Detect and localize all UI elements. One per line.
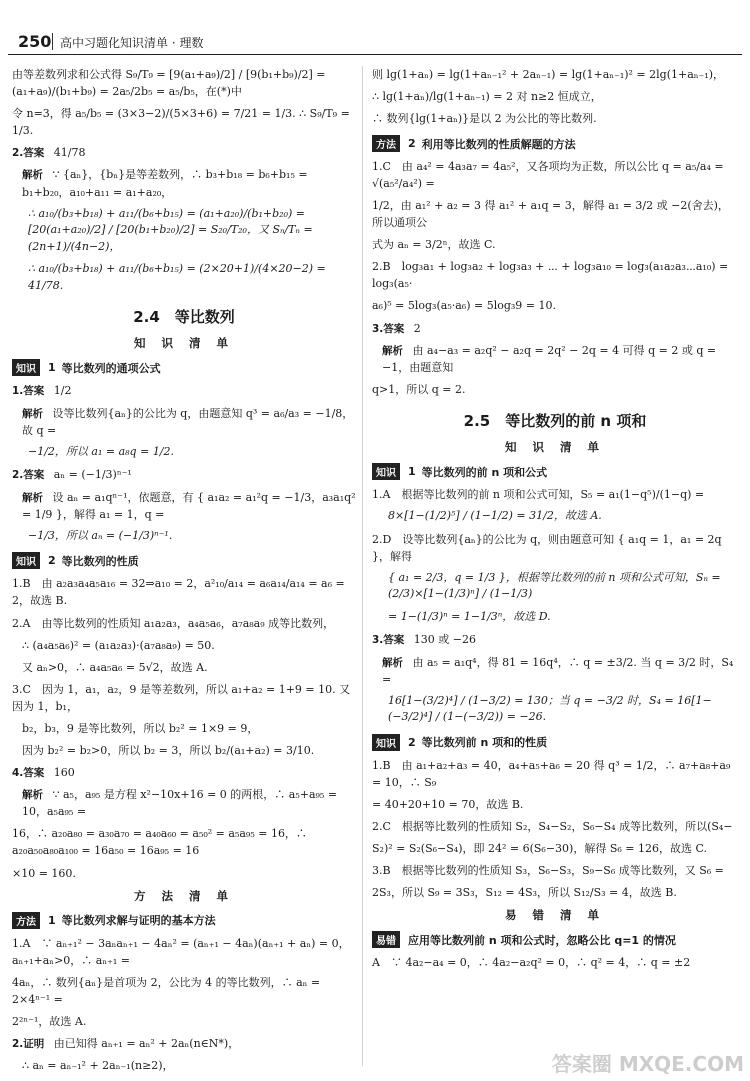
ff2-q1-b: 1/2，由 a₁² + a₂ = 3 得 a₁² + a₁q = 3，解得 a₁ = 3/2 或 −2(舍去)，所以通项公 [372,199,729,230]
k1-q1-jx-label: 解析 [22,407,43,420]
rk1-q2-b: { a₁ = 2/3，q = 1/3 }，根据等比数列的前 n 项和公式可知，Sₙ = (2/3)×[1−(1/3)ⁿ] / (1−1/3) [388,570,721,601]
ff1-q1-b: 4aₙ，∴ 数列{aₙ}是首项为 2，公比为 4 的等比数列，∴ aₙ = 2×4ⁿ⁻¹ = [12,975,321,1006]
header-divider [52,33,53,50]
rk2-q2-b: S₂)² = S₂(S₆−S₄)，即 24² = 6(S₆−30)，解得 S₆ = 126，故选 C. [372,842,708,856]
k2-q3-b: b₂，b₃，9 是等比数列，所以 b₂² = 1×9 = 9， [22,721,259,735]
k2-q4-jx-2: 16，∴ a₂₀a₈₀ = a₃₀a₇₀ = a₄₀a₆₀ = a₅₀² = a₅a₉₅ = 16，∴ a₂₀a₅₀a₈₀a₁₀₀ = 16a₅₀ = 16a₉₅ = 16 [12,827,307,858]
tag-knowledge-2 [12,552,356,569]
q2-jx-2: ∴ a₁₀/(b₃+b₁₈) + a₁₁/(b₆+b₁₅) = (a₁+a₂₀)/(b₁+b₂₀) = [20(a₁+a₂₀)/2] / [20(b₁+b₂₀)/2] = S₂₀/T₂₀，又 Sₙ/Tₙ = (2n+1)/(4n−2)， [28,206,313,253]
q2-analysis [12,166,356,200]
tag-method-number: 1 [48,913,56,927]
fangfa-qingdan-title: 方 法 清 单 [133,888,234,903]
rk1-q2-a: 2.D 设等比数列{aₙ}的公比为 q，则由题意可知 { a₁q = 1，a₁ = 2q }，解得 [372,532,722,563]
ff2-q2-b: a₆)⁵ = 5log₃(a₅·a₆) = 5log₃9 = 10. [372,299,556,313]
rk1-q1-a: 1.A 根据等比数列的前 n 项和公式可知，S₅ = a₁(1−q⁵)/(1−q) = [372,488,705,502]
q2-answer-line [12,144,356,161]
tag-knowledge-r2 [372,734,738,751]
rk1-q3-jx-2: 16[1−(3/2)⁴] / (1−3/2) = 130；当 q = −3/2 时，S₄ = 16[1−(−3/2)⁴] / (1−(−3/2)) = −26. [388,693,712,724]
rk2-q1-b: = 40+20+10 = 70，故选 B. [372,797,524,811]
tag-knowledge-number: 1 [408,465,416,479]
k2-q4-jx-1: ∵ a₅，a₉₅ 是方程 x²−10x+16 = 0 的两根，∴ a₅+a₉₅ = 10，a₅a₉₅ = [22,788,338,819]
k2-q4-jx-3: ×10 = 160. [12,866,76,880]
ff1-q1-a: 1.A ∵ aₙ₊₁² − 3aₙaₙ₊₁ − 4aₙ² = (aₙ₊₁ − 4aₙ)(aₙ₊₁ + aₙ) = 0，aₙ₊₁+aₙ>0，∴ aₙ₊₁ = [12,936,350,967]
k1-q1-jx-1: 设等比数列{aₙ}的公比为 q，由题意知 q³ = a₆/a₃ = −1/8，故 q = [22,406,354,437]
ff2-q3-analysis [372,342,738,376]
ff2-q3-jx-label: 解析 [382,344,403,357]
k1-q2-jx-1: 设 aₙ = a₁qⁿ⁻¹，依题意，有 { a₁a₂ = a₁²q = −1/3，a₃a₁q² = 1/9 }，解得 a₁ = 1，q = [22,490,356,521]
k1-q2-jx-2: −1/3，所以 aₙ = (−1/3)ⁿ⁻¹. [28,528,173,542]
zhishi-qingdan-title: 知 识 清 单 [133,336,234,351]
intro-line-2: 令 n=3，得 a₅/b₅ = (3×3−2)/(5×3+6) = 7/21 = 1/3. ∴ S₉/T₉ = 1/3. [12,107,350,138]
tag-knowledge-number: 2 [408,735,416,749]
intro-line-1: 由等差数列求和公式得 S₉/T₉ = [9(a₁+a₉)/2] / [9(b₁+b₉)/2] = (a₁+a₉)/(b₁+b₉) = 2a₅/2b₅ = a₅/b₅，在(*)中 [12,68,326,99]
tag-method-title: 等比数列求解与证明的基本方法 [61,914,216,928]
k2-q4-label: 4.答案 [12,766,45,779]
k1-q2-answer-line [12,466,356,483]
k1-q1-label: 1.答案 [12,385,45,398]
yicuo-qingdan-title: 易 错 清 单 [504,908,605,923]
ff2-q2-a: 2.B log₃a₁ + log₃a₂ + log₃a₃ + ⋯ + log₃a₁₀ = log₃(a₁a₂a₃⋯a₁₀) = log₃(a₅· [372,260,729,291]
tag-knowledge-badge: 知识 [372,734,400,751]
tag-error-badge: 易错 [372,931,400,948]
ff1-q2-label: 2.证明 [12,1037,45,1050]
tag-knowledge-badge: 知识 [12,552,40,569]
tag-knowledge-title: 等比数列的性质 [61,554,139,568]
tag-knowledge-badge: 知识 [372,463,400,480]
k2-q2-a: 2.A 由等比数列的性质知 a₁a₂a₃，a₄a₅a₆，a₇a₈a₉ 成等比数列， [12,616,335,630]
left-column [12,66,356,1079]
tag-knowledge-badge: 知识 [12,359,40,376]
r-line-1: 则 lg(1+aₙ) = lg(1+aₙ₋₁² + 2aₙ₋₁) = lg(1+aₙ₋₁)² = 2lg(1+aₙ₋₁)， [372,68,725,81]
ff1-q1-c: 2²ⁿ⁻¹，故选 A. [12,1014,87,1028]
ff1-q2-a: 由已知得 aₙ₊₁ = aₙ² + 2aₙ(n∈N*)， [53,1036,240,1050]
rk1-q3-label: 3.答案 [372,634,405,647]
tag-knowledge-r1 [372,463,738,480]
k2-q4-jx-label: 解析 [22,789,43,802]
rk2-q1-a: 1.B 由 a₁+a₂+a₃ = 40，a₄+a₅+a₆ = 20 得 q³ = 1/2，∴ a₇+a₈+a₉ = 10，∴ S₉ [372,758,731,789]
tag-knowledge-title: 等比数列的通项公式 [61,361,161,375]
tag-method-2 [372,135,738,152]
ff2-q3-jx-2: q>1，所以 q = 2. [372,383,466,397]
k1-q2-answer: aₙ = (−1/3)ⁿ⁻¹ [53,468,132,482]
rk1-q3-analysis [372,654,738,688]
k1-q1-answer: 1/2 [53,384,72,398]
rk1-q3-answer-line [372,631,738,648]
q2-jx-1: ∵ {aₙ}，{bₙ}是等差数列，∴ b₃+b₁₈ = b₆+b₁₅ = b₁+b₂₀，a₁₀+a₁₁ = a₁+a₂₀， [22,168,308,199]
watermark-logo: 答案圈 MXQE.COM [551,1052,744,1076]
k1-q1-jx-2: −1/2，所以 a₁ = a₈q = 1/2. [28,444,175,458]
r-line-2: ∴ lg(1+aₙ)/lg(1+aₙ₋₁) = 2 对 n≥2 恒成立， [372,90,602,104]
k2-q4-analysis [12,786,356,820]
q2-jx-label: 解析 [22,169,43,182]
ff2-q1-a: 1.C 由 a₄² = 4a₃a₇ = 4a₅²，又各项均为正数，所以公比 q = a₅/a₄ = √(a₅²/a₄²) = [372,160,724,191]
k2-q3-a: 3.C 因为 1，a₁，a₂，9 是等差数列，所以 a₁+a₂ = 1+9 = 10. 又因为 1，b₁， [12,682,351,713]
q2-label: 2.答案 [12,147,45,160]
rk2-q2-a: 2.C 根据等比数列的性质知 S₂，S₄−S₂，S₆−S₄ 成等比数列，所以(S₄− [372,820,733,833]
rk1-q3-jx-1: 由 a₅ = a₁q⁴，得 81 = 16q⁴，∴ q = ±3/2. 当 q = 3/2 时，S₄ = [382,655,734,686]
tag-method-title: 利用等比数列的性质解题的方法 [421,137,576,151]
ff2-q3-label: 3.答案 [372,322,405,335]
rk2-q3-a: 3.B 根据等比数列的性质知 S₃，S₆−S₃，S₉−S₆ 成等比数列，又 S₆ = [372,864,724,878]
tag-method-badge: 方法 [372,135,400,152]
header-title: 高中习题化知识清单 · 理数 [60,36,204,50]
tag-method-1 [12,912,356,929]
rk1-q2-c: = 1−(1/3)ⁿ = 1−1/3ⁿ，故选 D. [388,609,551,623]
rk1-q3-jx-label: 解析 [382,656,403,669]
k2-q4-answer: 160 [53,765,75,779]
tag-knowledge-1 [12,359,356,376]
yc-q1: A ∵ 4a₂−a₄ = 0，∴ 4a₂−a₂q² = 0，∴ q² = 4，∴ q = ±2 [372,956,691,970]
page-header [8,30,742,55]
q2-jx-3: ∴ a₁₀/(b₃+b₁₈) + a₁₁/(b₆+b₁₅) = (2×20+1)/(4×20−2) = 41/78. [28,262,326,292]
r-line-3: ∴ 数列{lg(1+aₙ)}是以 2 为公比的等比数列. [372,112,597,126]
tag-error-title: 应用等比数列前 n 项和公式时，忽略公比 q=1 的情况 [408,933,676,947]
k2-q1: 1.B 由 a₂a₃a₄a₅a₁₆ = 32⇒a₁₀ = 2，a²₁₀/a₁₄ = a₆a₁₄/a₁₄ = a₆ = 2，故选 B. [12,577,345,608]
q2-answer: 41/78 [53,146,86,160]
section-2-5-title: 2.5 等比数列的前 n 项和 [463,412,647,431]
tag-knowledge-number: 2 [48,554,56,568]
ff2-q3-jx-1: 由 a₄−a₃ = a₂q² − a₂q = 2q² − 2q = 4 可得 q = 2 或 q = −1，由题意知 [382,343,717,375]
tag-knowledge-number: 1 [48,361,56,375]
tag-method-badge: 方法 [12,912,40,929]
ff2-q1-c: 式为 aₙ = 3/2ⁿ，故选 C. [372,238,496,252]
section-2-4-title: 2.4 等比数列 [133,308,235,327]
k2-q2-c: 又 aₙ>0，∴ a₄a₅a₆ = 5√2，故选 A. [22,660,208,674]
right-column [372,66,738,976]
tag-knowledge-title: 等比数列的前 n 项和公式 [421,465,548,479]
ff2-q3-answer: 2 [413,321,421,335]
k1-q2-analysis [12,489,356,523]
zhishi-qingdan-title: 知 识 清 单 [504,440,605,455]
k1-q2-jx-label: 解析 [22,491,43,504]
column-divider [362,66,363,1066]
rk2-q3-b: 2S₃，所以 S₉ = 3S₃，S₁₂ = 4S₃，所以 S₁₂/S₃ = 4，故选 B. [372,886,677,900]
k2-q3-c: 因为 b₂² = b₂>0，所以 b₂ = 3，所以 b₂/(a₁+a₂) = 3/10. [22,743,315,757]
rk1-q3-answer: 130 或 −26 [413,633,476,647]
tag-method-number: 2 [408,137,416,151]
ff1-q2-b: ∴ aₙ = aₙ₋₁² + 2aₙ₋₁(n≥2)， [22,1059,174,1073]
k2-q4-answer-line [12,764,356,781]
k1-q1-answer-line [12,382,356,399]
page-number: 250 [18,32,52,51]
tag-knowledge-title: 等比数列前 n 项和的性质 [421,736,548,750]
ff1-q2-line [12,1035,356,1052]
ff2-q3-answer-line [372,320,738,337]
rk1-q1-b: 8×[1−(1/2)⁵] / (1−1/2) = 31/2，故选 A. [388,509,602,523]
k2-q2-b: ∴ (a₄a₅a₆)² = (a₁a₂a₃)·(a₇a₈a₉) = 50. [22,638,215,652]
k1-q1-analysis [12,405,356,439]
k1-q2-label: 2.答案 [12,469,45,482]
tag-error [372,931,738,948]
